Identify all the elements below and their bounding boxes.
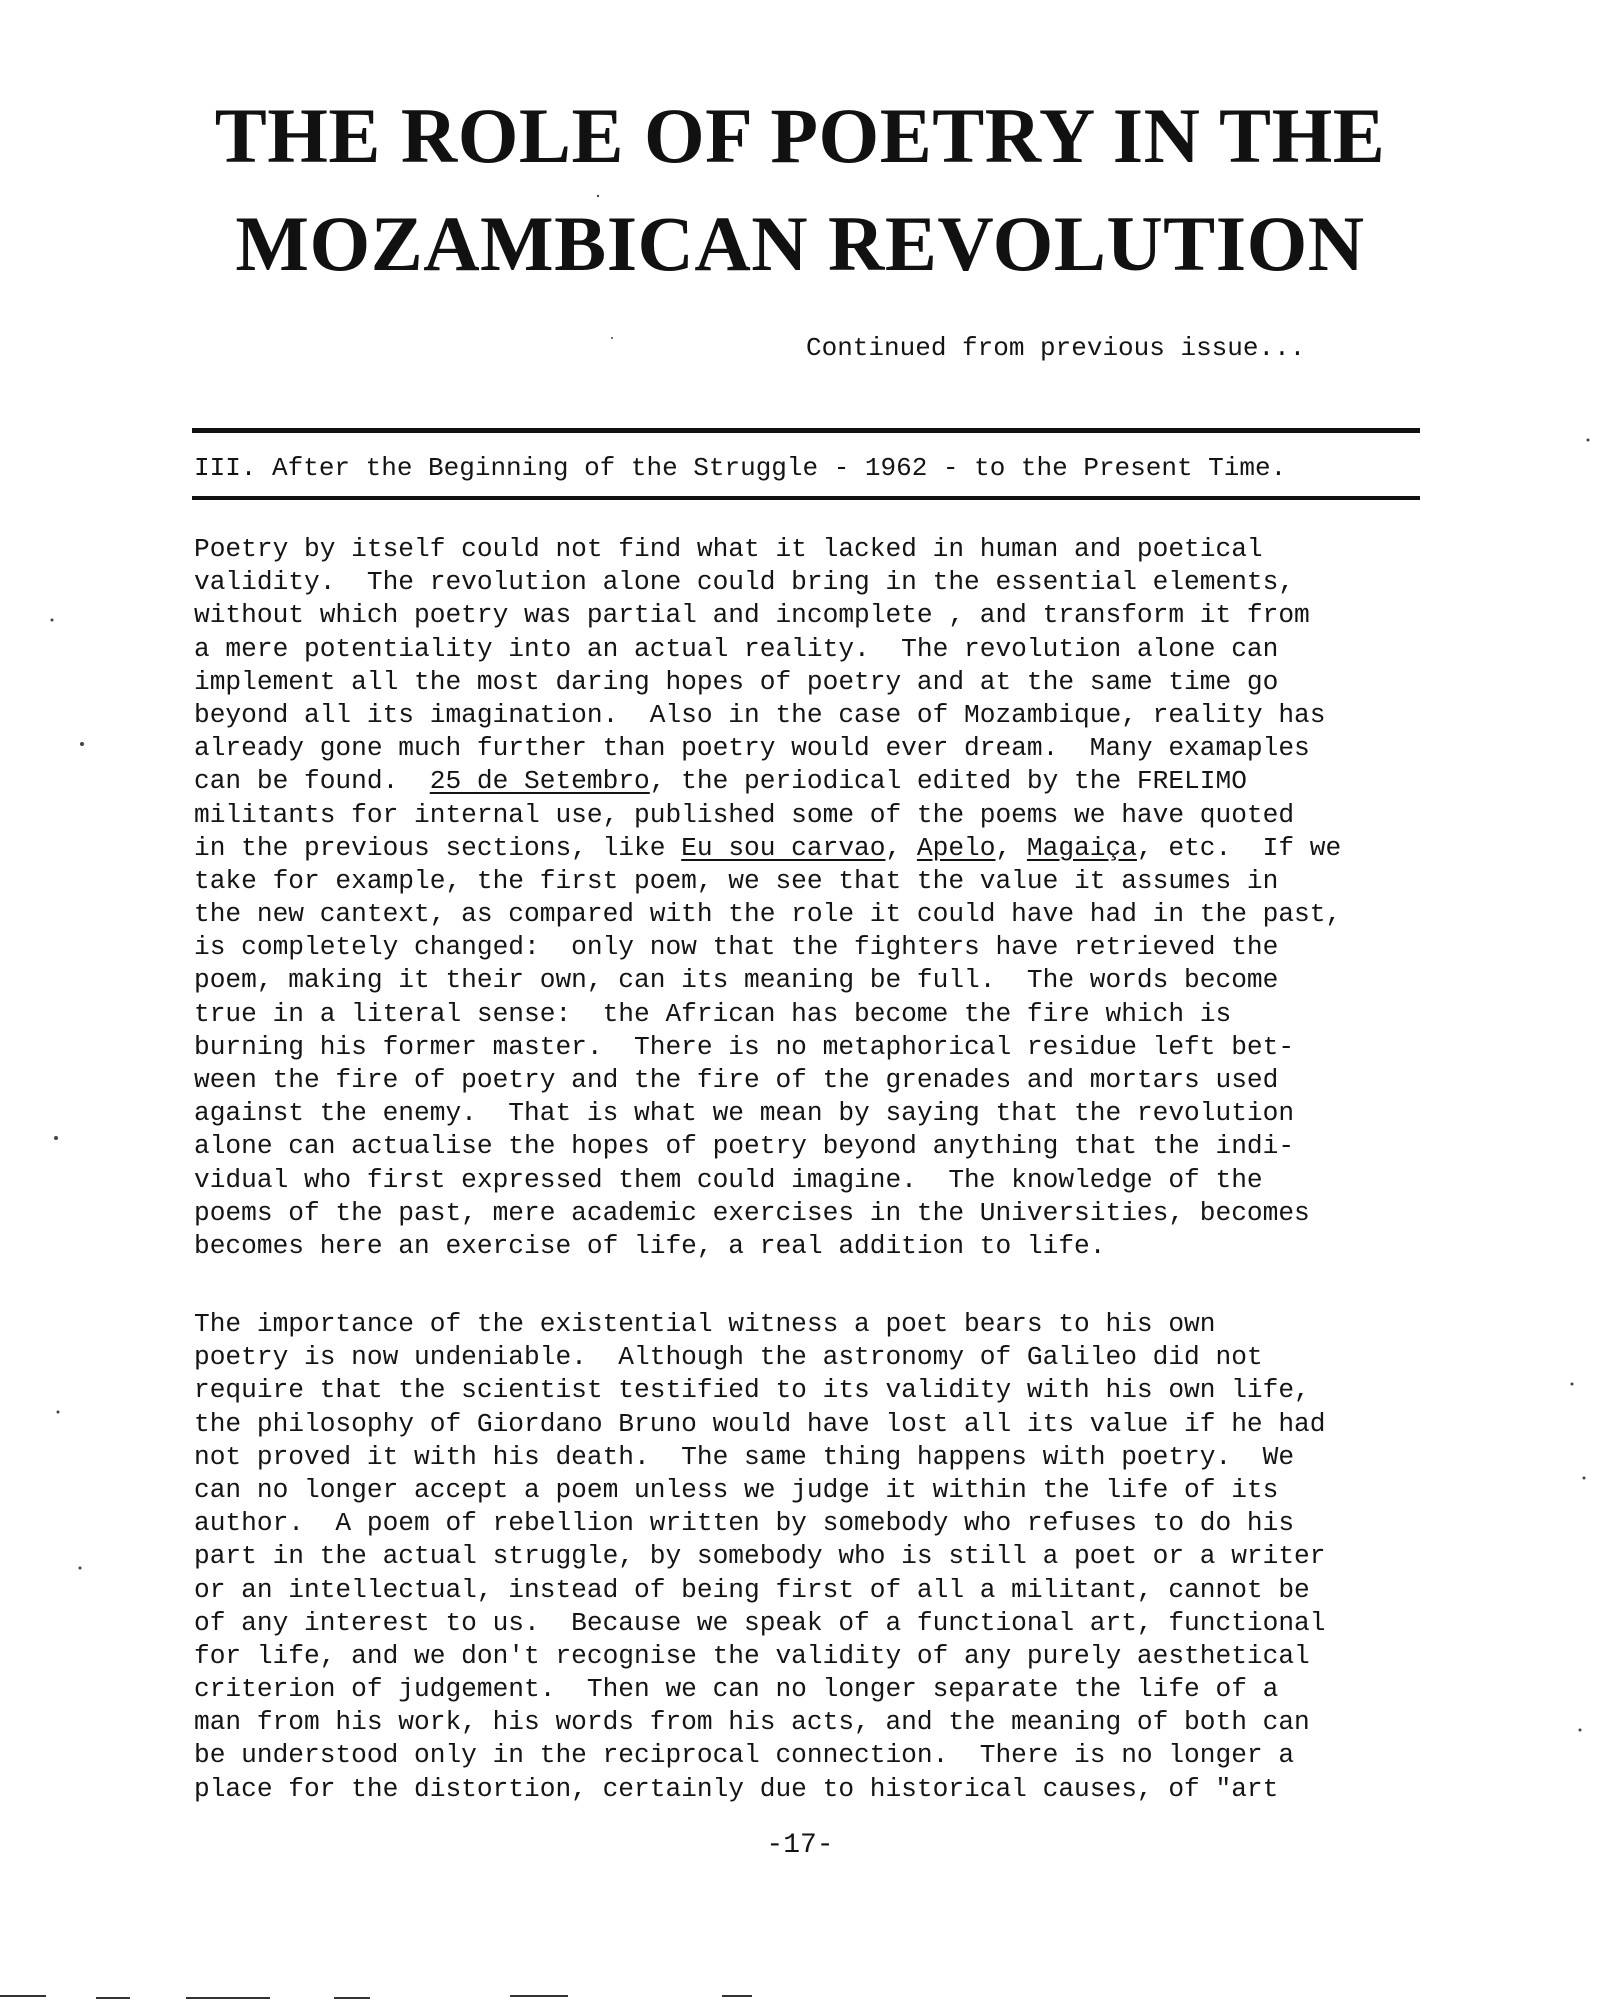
text-line: validity. The revolution alone could bring in the essential elements, [194, 567, 1295, 598]
text-line: ween the fire of poetry and the fire of the grenades and mortars used [194, 1065, 1279, 1095]
text-line: beyond all its imagination. Also in the case of Mozambique, reality has [194, 699, 1326, 730]
separator: , [995, 832, 1027, 863]
text-line: take for example, the first poem, we see that the value it assumes in [194, 865, 1279, 896]
text-line: criterion of judgement. Then we can no longer separate the life of a [194, 1674, 1279, 1705]
text-line-with-poem-titles [194, 832, 1341, 865]
paragraph-1 [194, 533, 1341, 1263]
text-line: without which poetry was partial and incomplete , and transform it from [194, 600, 1310, 631]
text-line: the philosophy of Giordano Bruno would have lost all its value if he had [194, 1408, 1326, 1439]
text-line: require that the scientist testified to its validity with his own life, [194, 1375, 1310, 1406]
line-end: , etc. If we [1136, 832, 1342, 863]
poem-title-apelo: Apelo [916, 832, 996, 863]
bottom-divider [192, 496, 1420, 500]
text-line: the new cantext, as compared with the role it could have had in the past, [194, 899, 1342, 930]
article-title-line-2: MOZAMBICAN REVOLUTION [235, 200, 1365, 287]
text-line: already gone much further than poetry would ever dream. Many examaples [194, 733, 1310, 764]
text-line: author. A poem of rebellion written by somebody who refuses to do his [194, 1508, 1295, 1539]
text-line: can no longer accept a poem unless we judge it within the life of its [194, 1474, 1279, 1505]
line-start: can be found. [194, 766, 430, 797]
text-line: place for the distortion, certainly due to historical causes, of "art [194, 1773, 1279, 1804]
text-line: for life, and we don't recognise the validity of any purely aesthetical [194, 1640, 1310, 1671]
text-line: against the enemy. That is what we mean by saying that the revolution [194, 1098, 1295, 1129]
text-line: part in the actual struggle, by somebody who is still a poet or a writer [194, 1541, 1326, 1572]
text-line: is completely changed: only now that the fighters have retrieved the [194, 932, 1279, 963]
separator: , [885, 832, 917, 863]
text-line: poems of the past, mere academic exercises in the Universities, becomes [194, 1197, 1310, 1228]
text-line: or an intellectual, instead of being first of all a militant, cannot be [194, 1574, 1310, 1605]
text-line: poem, making it their own, can its meaning be full. The words become [194, 965, 1279, 996]
line-end: , the periodical edited by the FRELIMO [649, 766, 1247, 797]
text-line: poetry is now undeniable. Although the astronomy of Galileo did not [194, 1342, 1263, 1373]
text-line: becomes here an exercise of life, a real addition to life. [194, 1230, 1106, 1261]
text-line: of any interest to us. Because we speak of a functional art, functional [194, 1607, 1326, 1638]
text-line: militants for internal use, published some of the poems we have quoted [194, 799, 1295, 830]
continuation-note: Continued from previous issue... [806, 333, 1306, 363]
section-heading: III. After the Beginning of the Struggle - 1962 - to the Present Time. [194, 453, 1287, 483]
text-line: vidual who first expressed them could imagine. The knowledge of the [194, 1164, 1263, 1195]
line-start: in the previous sections, like [194, 832, 682, 863]
top-divider [192, 428, 1420, 433]
text-line: a mere potentiality into an actual reality. The revolution alone can [194, 633, 1279, 664]
text-line-with-periodical [194, 765, 1341, 798]
poem-title-magaica: Magaiça [1026, 832, 1137, 863]
text-line: implement all the most daring hopes of poetry and at the same time go [194, 666, 1279, 697]
text-line: not proved it with his death. The same thing happens with poetry. We [194, 1441, 1295, 1472]
text-line: Poetry by itself could not find what it lacked in human and poetical [194, 534, 1263, 564]
page-number: -17- [766, 1830, 834, 1861]
paragraph-2 [194, 1308, 1325, 1806]
text-line: true in a literal sense: the African has become the fire which is [194, 998, 1232, 1029]
article-title-line-1: THE ROLE OF POETRY IN THE [214, 92, 1386, 179]
text-line: burning his former master. There is no metaphorical residue left bet- [194, 1031, 1295, 1062]
periodical-title: 25 de Setembro [429, 766, 650, 797]
poem-title-eu-sou-carvao: Eu sou carvao [681, 832, 886, 863]
text-line: be understood only in the reciprocal connection. There is no longer a [194, 1740, 1295, 1771]
text-line: The importance of the existential witness a poet bears to his own [194, 1309, 1216, 1339]
text-line: man from his work, his words from his acts, and the meaning of both can [194, 1707, 1310, 1738]
text-line: alone can actualise the hopes of poetry beyond anything that the indi- [194, 1131, 1295, 1162]
